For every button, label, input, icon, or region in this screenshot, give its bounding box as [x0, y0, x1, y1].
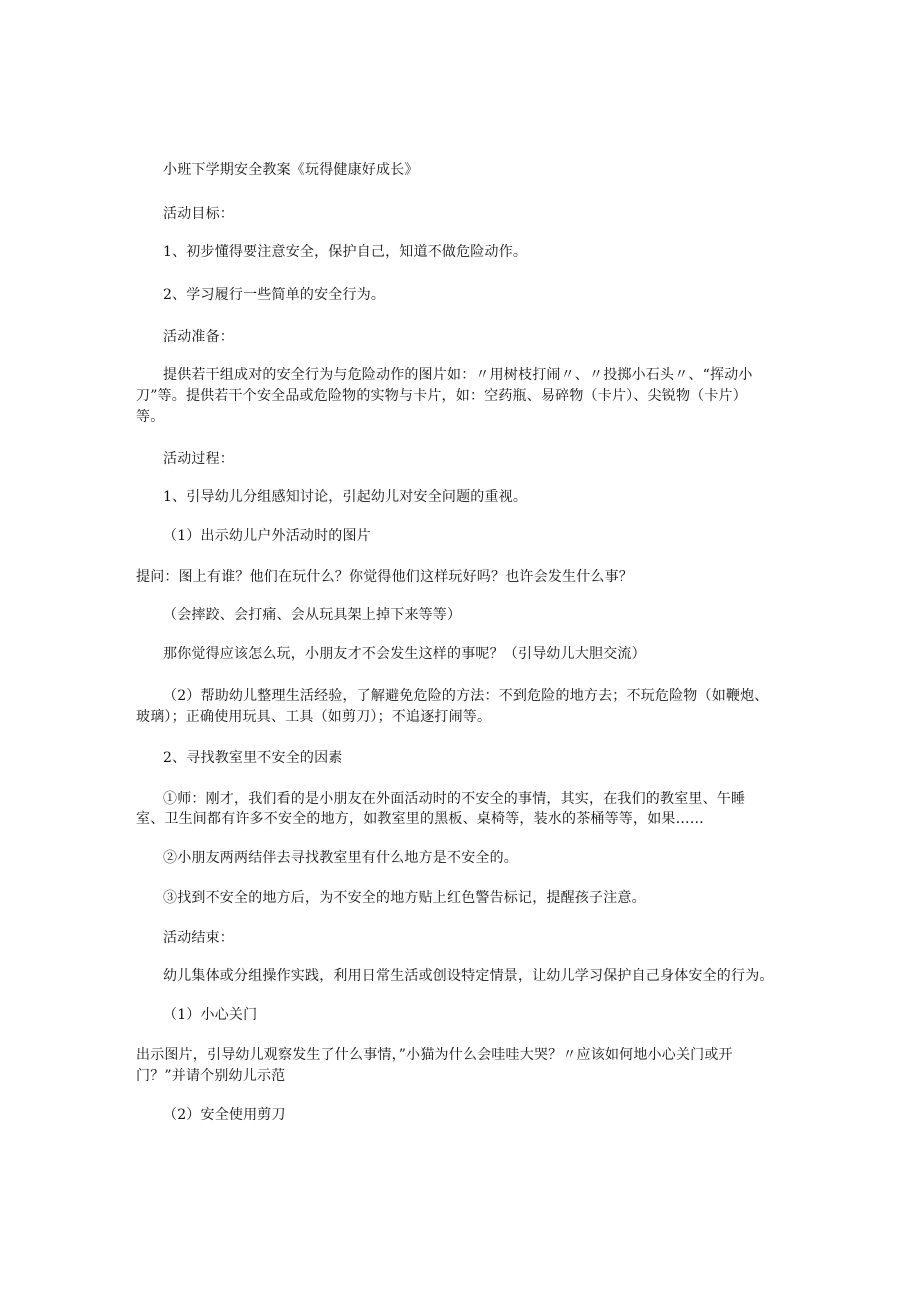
end-intro: 幼儿集体或分组操作实践，利用日常生活或创设特定情景，让幼儿学习保护自己身体安全的行为。: [163, 968, 774, 984]
process-step-2-a-line-1: ①师：刚才，我们看的是小朋友在外面活动时的不安全的事情，其实，在我们的教室里、午睡: [163, 791, 746, 807]
goals-heading: 活动目标：: [163, 206, 234, 222]
prep-text-line-1: 提供若干组成对的安全行为与危险动作的图片如：〃用树枝打闹〃、〃投掷小石头〃、“挥动小: [163, 367, 753, 383]
process-step-2: 2、寻找教室里不安全的因素: [163, 750, 343, 766]
prep-text-line-2: 刀”等。提供若干个安全品或危险物的实物与卡片，如：空药瓶、易碎物（卡片）、尖锐物（卡片）: [136, 388, 747, 404]
process-step-2-a-line-2: 室、卫生间都有许多不安全的地方，如教室里的黑板、桌椅等，装水的茶桶等等，如果……: [136, 811, 704, 827]
document-title: 小班下学期安全教案《玩得健康好成长》: [163, 162, 419, 178]
process-question-2: 那你觉得应该怎么玩，小朋友才不会发生这样的事呢？（引导幼儿大胆交流）: [163, 646, 646, 662]
process-step-2-b: ②小朋友两两结伴去寻找教室里有什么地方是不安全的。: [163, 850, 518, 866]
process-step-1: 1、引导幼儿分组感知讨论，引起幼儿对安全问题的重视。: [163, 489, 528, 505]
process-step-1-sub-2-line-1: （2）帮助幼儿整理生活经验，了解避免危险的方法：不到危险的地方去；不玩危险物（如鞭炮、: [163, 688, 769, 704]
prep-text-line-3: 等。: [136, 409, 165, 425]
goal-item-1: 1、初步懂得要注意安全，保护自己，知道不做危险动作。: [163, 244, 528, 260]
process-step-2-c: ③找到不安全的地方后，为不安全的地方贴上红色警告标记，提醒孩子注意。: [163, 890, 646, 906]
goal-item-2: 2、学习履行一些简单的安全行为。: [163, 287, 386, 303]
end-sub-1-desc-line-1: 出示图片，引导幼儿观察发生了什么事情，”小猫为什么会哇哇大哭？〃应该如何地小心关门或开: [136, 1047, 733, 1063]
end-sub-1-desc-line-2: 门？”并请个别幼儿示范: [136, 1068, 286, 1084]
process-heading: 活动过程：: [163, 451, 234, 467]
end-sub-1: （1）小心关门: [163, 1007, 258, 1023]
process-step-1-sub-2-line-2: 玻璃）；正确使用玩具、工具（如剪刀）；不追逐打闹等。: [136, 709, 492, 725]
prep-heading: 活动准备：: [163, 329, 234, 345]
end-heading: 活动结束：: [163, 930, 234, 946]
process-answer-1: （会摔跤、会打痛、会从玩具架上掉下来等等）: [163, 607, 462, 623]
process-step-1-sub-1: （1）出示幼儿户外活动时的图片: [163, 528, 371, 544]
process-question-1: 提问：图上有谁？他们在玩什么？你觉得他们这样玩好吗？也许会发生什么事？: [136, 569, 633, 585]
end-sub-2: （2）安全使用剪刀: [163, 1107, 286, 1123]
